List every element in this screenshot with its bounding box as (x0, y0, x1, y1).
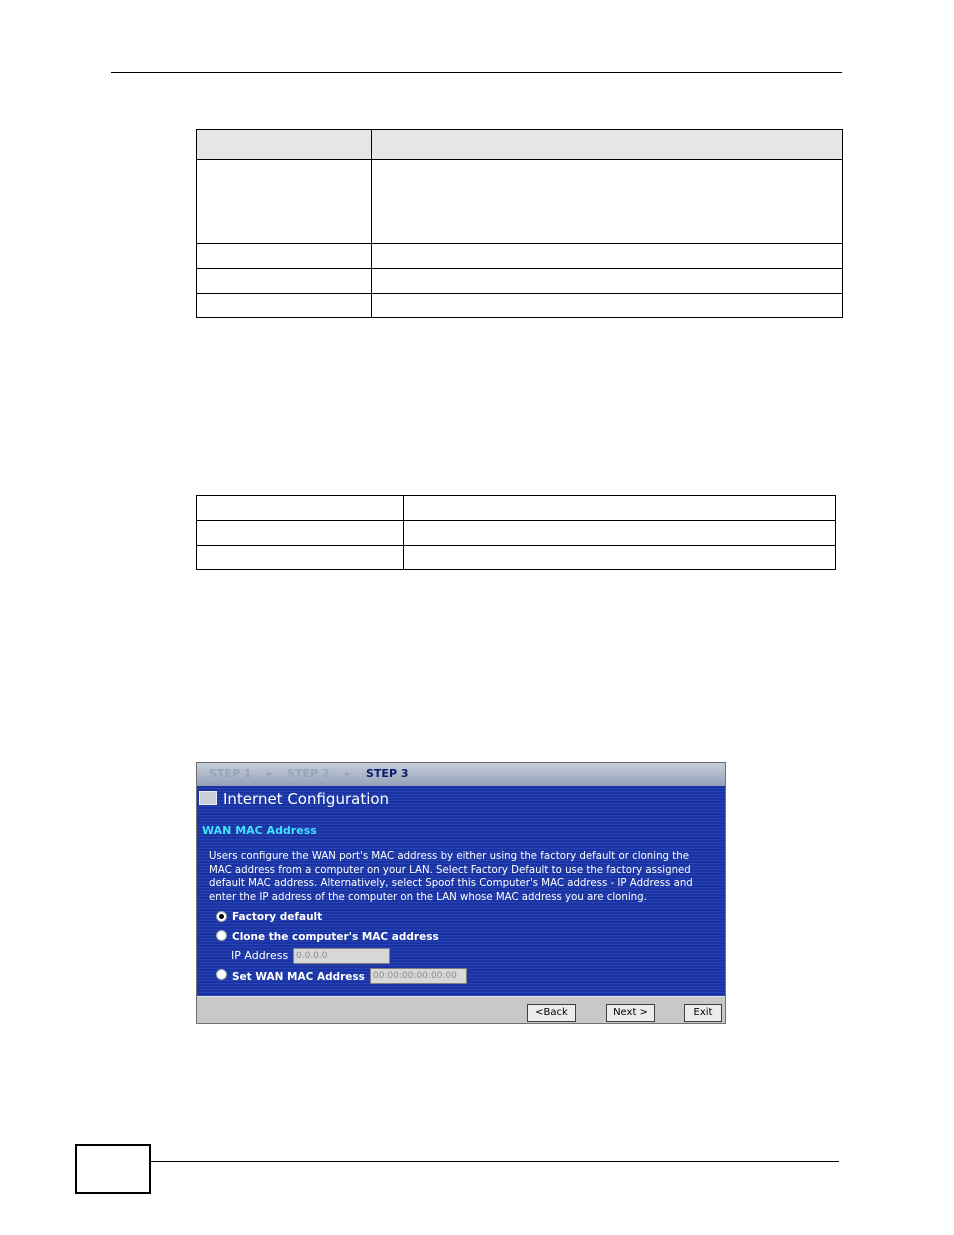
table-header-cell (372, 130, 843, 160)
section-title: WAN MAC Address (202, 824, 317, 837)
exit-button[interactable]: Exit (684, 1004, 722, 1022)
table-row (197, 546, 836, 570)
step-3-tab[interactable]: STEP 3 (366, 767, 409, 780)
wan-mac-input[interactable]: 00:00:00:00:00:00 (370, 968, 467, 984)
table-cell (197, 244, 372, 269)
table-row (197, 294, 843, 318)
table-header-cell (197, 130, 372, 160)
set-wan-mac-radio[interactable] (216, 969, 227, 980)
wizard-title: Internet Configuration (223, 790, 390, 808)
table-row (197, 521, 836, 546)
table-2 (196, 495, 836, 570)
folder-icon (199, 791, 217, 805)
chevron-right-icon: ► (267, 769, 274, 778)
chevron-right-icon: ► (345, 769, 352, 778)
table-cell (372, 160, 843, 244)
table-cell (197, 160, 372, 244)
table-cell (197, 546, 404, 570)
table-cell (197, 269, 372, 294)
description-line: enter the IP address of the computer on the LAN whose MAC address you are cloning. (209, 891, 647, 903)
set-wan-mac-label: Set WAN MAC Address (232, 971, 365, 983)
ip-address-label: IP Address (231, 949, 289, 962)
table-row (197, 160, 843, 244)
table-cell (197, 521, 404, 546)
table-1 (196, 129, 843, 318)
ip-address-input[interactable]: 0.0.0.0 (293, 948, 390, 964)
table-row (197, 244, 843, 269)
table-row (197, 269, 843, 294)
wizard-panel (197, 786, 725, 996)
table-cell (197, 496, 404, 521)
button-bar (197, 996, 725, 1023)
footer-rule (151, 1161, 839, 1162)
factory-default-radio[interactable] (216, 911, 227, 922)
clone-mac-label: Clone the computer's MAC address (232, 931, 439, 943)
factory-default-label: Factory default (232, 911, 323, 923)
next-button[interactable]: Next > (606, 1004, 655, 1022)
table-cell (404, 521, 836, 546)
table-cell (197, 294, 372, 318)
table-cell (372, 269, 843, 294)
clone-mac-radio[interactable] (216, 930, 227, 941)
wizard-title-row (199, 790, 389, 808)
description-line: Users configure the WAN port's MAC address by either using the factory default or cloning the (209, 851, 689, 862)
description-line: MAC address from a computer on your LAN. Select Factory Default to use the factory assigned (209, 864, 691, 876)
step-1-tab[interactable]: STEP 1 (209, 767, 252, 780)
page-number-box (75, 1144, 151, 1194)
description-line: default MAC address. Alternatively, select Spoof this Computer's MAC address - IP Address and (209, 878, 693, 889)
back-button[interactable]: <Back (527, 1004, 576, 1022)
wan-mac-wizard (196, 762, 726, 1024)
table-row (197, 496, 836, 521)
table-cell (372, 294, 843, 318)
table-cell (404, 546, 836, 570)
description (209, 850, 726, 904)
table-header-row (197, 130, 843, 160)
header-rule (111, 72, 842, 73)
table-cell (404, 496, 836, 521)
step-bar (197, 763, 725, 786)
step-2-tab[interactable]: STEP 2 (287, 767, 330, 780)
table-cell (372, 244, 843, 269)
